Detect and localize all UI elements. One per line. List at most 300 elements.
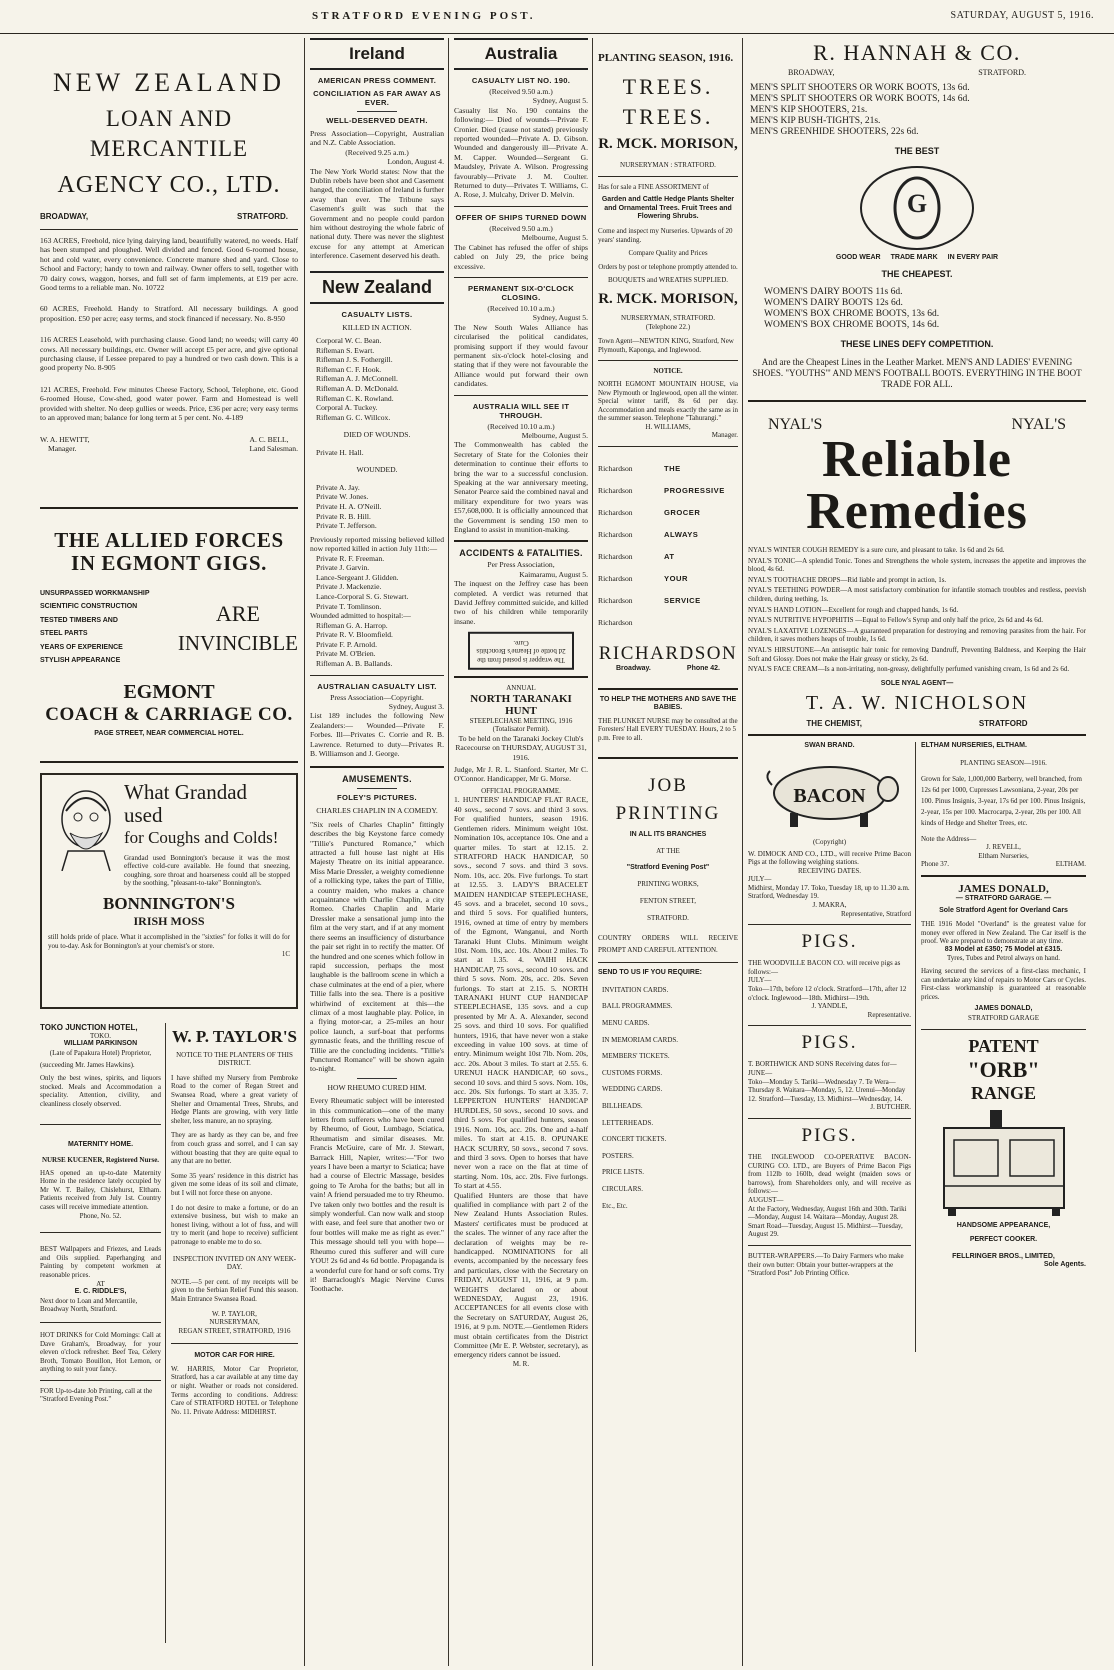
printing-advert: FOR Up-to-date Job Printing, call at the "Stratford Evening Post." [40,1386,153,1404]
address-town: STRATFORD. [237,212,288,221]
nursery-trade: NURSERYMAN : STRATFORD. [620,161,716,169]
advert-title: AGENCY CO., LTD. [57,172,281,198]
advert-body: HAS opened an up-to-date Maternity Home in the residence lately occupied by Mr W. T. Bailey, Chislehurst, Eltham. Patients received from July 1st. Country cases will receive immediate attention. [40,1168,161,1211]
shop-name: E. C. RIDDLE'S, [74,1288,127,1296]
signature-place: STRATFORD GARAGE [968,1014,1039,1022]
garage-name: — STRATFORD GARAGE. — [955,894,1052,902]
richardson-slogan-cell: YOUR [664,573,688,583]
proprietor-note: (Late of Papakura Hotel) Proprietor, [49,1048,152,1057]
car-models: 83 Model at £350; 75 Model at £315. [944,945,1063,953]
svg-text:G: G [906,189,928,218]
price-line: MEN'S SPLIT SHOOTERS OR WORK BOOTS, 13s 6d. [750,83,970,93]
advert-title: TOKO JUNCTION HOTEL, [40,1022,138,1032]
casualty-name: Private T. Tomlinson. [316,601,382,611]
advert-defy: THESE LINES DEFY COMPETITION. [840,339,994,349]
remedy-item: NYAL'S FACE CREAM—Is a non-irritating, non-greasy, delightfully perfumed vanishing cream, 1s 6d and 2s 6d. [748,665,1070,674]
newspaper-name: STRATFORD EVENING POST. [312,10,536,22]
advert-title: W. P. TAYLOR'S [171,1026,298,1046]
story-subhead: AMERICAN PRESS COMMENT. [317,76,437,85]
bonningtons-advert [40,773,298,1009]
advert-title: PIGS. [801,1124,858,1146]
notice-sign: Manager. [711,431,738,440]
brand-mark: NYAL'S [768,416,823,433]
advert-headline: What Grandad used [124,779,248,827]
advert-body: T. BORTHWICK AND SONS Receiving dates for— [748,1060,897,1069]
property-listing: 163 ACRES, Freehold, nice lying dairying land, beautifully watered, no weeds. Half has been stumped and ploughed. Well divided and fenced. Good 6-roomed house, hot and cold water, every convenience. Concrete manure shed and yard. Close to School and Factory; handy to town and railway. Owner offers to sell, together with 70 dairy cows, waggon, horses, and full set of farm implements, at £19 per acre. Good terms to a reliable man. No. 10722 [40,236,298,293]
brand-label: SWAN BRAND. [804,742,855,750]
office-name: "Stratford Evening Post" [626,863,710,871]
job-item: BILLHEADS. [602,1101,643,1110]
advert-at: AT [96,1279,105,1288]
feature-line: STEEL PARTS [40,630,88,638]
richardson-row [598,589,738,611]
swan-bacon-advert [748,742,911,918]
casualty-name: Private R. V. Bloomfield. [316,630,393,640]
richardson-name-cell: Richardson [598,617,633,627]
story-body: List 189 includes the following New Zealanders:— Wounded—Private F. Forbes. Ill—Privates C. Corrie and R. B. Lawrence. Returned to duty—Privates R. B. Williamson and J. George. [310,711,444,758]
company-name: COACH & CARRIAGE CO. [45,704,293,726]
story-heading: PERMANENT SIX-O'CLOCK CLOSING. [468,283,574,302]
casualty-name: Rifleman J. S. Fothergill. [316,355,393,365]
notice-sign: H. WILLIAMS, [645,422,691,431]
signature-title: Representative, Stratford [841,909,911,918]
remedy-item: NYAL'S TOOTHACHE DROPS—Rid liable and prompt in action, 1s. [748,575,947,584]
price-lines [748,287,1086,331]
dates: Toko—17th, before 12 o'clock. Stratford—17th, after 12 o'clock. Inglewood—18th. Midhirst—19th. [748,985,907,1002]
story-body: The Cabinet has refused the offer of ships cabled on July 29, the price being excessive. [454,242,588,271]
manager-name: W. A. HEWITT, [40,434,90,444]
richardson-row [598,457,738,479]
brand-name: BONNINGTON'S [103,894,235,914]
maternity-home-advert [40,1141,161,1220]
story-heading: HOW RHEUMO CURED HIM. [327,1082,427,1092]
mountain-house-notice [598,367,738,440]
story-body: The inquest on the Jeffrey case has been completed. A verdict was returned that David Jeffrey committed suicide, and killed two of his children while temporarily insane. [454,579,588,626]
signature: J. REVELL, [986,843,1021,852]
advert-body: Grown for Sale, 1,000,000 Barberry, well branched, from 12s 6d per 1000, Cupresses Lawsoniana, 2-year, 20s per 100. Pinus Insignis, 3-year, 17s 6d per 100. Pinus Insignis, 2-year, 15s per 100. Macrocarpa, 2-year, 20s per 100. All kinds of Hedge and Shelter Trees, etc. [921,774,1086,827]
price-line: WOMEN'S DAIRY BOOTS 11s 6d. [764,287,903,297]
advert-title: LOAN AND MERCANTILE [89,106,249,161]
job-item: IN MEMORIAM CARDS. [602,1035,679,1044]
story-subhead: DIED OF WOUNDS. [343,430,411,440]
town: STRATFORD. [647,913,689,922]
dateline: Sydney, August 5. [532,313,588,323]
advert-body: THE PLUNKET NURSE may be consulted at the Foresters' Hall EVERY TUESDAY. Hours, 2 to 5 p.m. Free to all. [598,716,738,743]
dateline: Sydney, August 3. [388,701,444,711]
job-item: PRICE LISTS. [602,1168,645,1177]
trade: NURSERYMAN, [209,1318,260,1327]
job-item: INVITATION CARDS. [602,985,669,994]
column-rule [304,38,305,1666]
casualty-name: Corporal W. C. Bean. [316,336,382,346]
borthwick-pigs-advert [748,1032,911,1112]
casualty-name: Rifleman C. F. Hook. [316,364,382,374]
richardson-name-cell: Richardson [598,595,633,605]
advert-title: JOB [648,774,688,796]
event-body: To be held on the Taranaki Jockey Club's Racecourse on THURSDAY, AUGUST 31, 1916. [455,733,587,762]
section-heading-ireland: Ireland [310,38,444,70]
dateline: Melbourne, August 5. [521,430,588,440]
dates-heading: RECEIVING DATES. [798,866,861,875]
bacon-word: BACON [793,784,866,807]
advert-pre: PLANTING SEASON, 1916. [598,52,734,64]
advert-tail: still holds pride of place. What it accomplished in the "sixties" for folks it will do for you to-day. Ask for Bonnington's at your chemist's or store. [48,933,290,950]
advert-cheapest: THE CHEAPEST. [881,269,953,279]
remedy-item: NYAL'S TEETHING POWDER—A most satisfactory combination for infantile stomach troubles and restless, peevish children, during teething, 1s. [748,586,1086,603]
remedy-item: NYAL'S LAXATIVE LOZENGES—A guaranteed preparation for destroying and removing parasites from the hair. For children, it saves mothers heaps of trouble, 1s 6d. [748,626,1086,644]
month: JULY— [748,976,772,985]
property-listing: 60 ACRES, Freehold. Handy to Stratford. All necessary buildings. A good proposition. £50 per acre; easy terms, and stock financed if necessary. No. 8-950 [40,304,298,323]
street: FENTON STREET, [639,897,697,905]
story-subhead: KILLED IN ACTION. [342,322,412,332]
plunket-advert [598,696,738,743]
season: PLANTING SEASON—1916. [960,758,1047,767]
casualty-name: Rifleman S. Ewart. [316,345,375,355]
price-line: WOMEN'S DAIRY BOOTS 12s 6d. [764,298,903,308]
received-time: (Received 9.50 a.m.) [489,87,553,96]
advert-sub: IN ALL ITS BRANCHES [629,830,707,838]
shop-address: Next door to Loan and Mercantile, Broadway North, Stratford. [40,1296,138,1314]
nurse-name: NURSE KUCENER, Registered Nurse. [41,1156,160,1164]
advert-compare: Compare Quality and Prices [628,249,708,258]
shop-town: STRATFORD. [978,68,1026,77]
later-list [310,554,444,612]
advert-word: RANGE [970,1082,1036,1103]
advert-code: 1C [281,950,290,959]
advert-title: PRINTING [615,802,721,824]
richardson-slogan-cell: GROCER [664,507,701,517]
garage-owner: JAMES DONALD, [958,882,1049,895]
story-heading: AUSTRALIA WILL SEE IT THROUGH. [472,401,570,420]
feature-line: YEARS OF EXPERIENCE [40,643,123,651]
nyals-advert [748,408,1086,728]
column-3 [450,38,592,1666]
dateline: Kaimaramu, August 5. [519,569,588,579]
story-paragraph: Wounded admitted to hospital:— [310,611,411,621]
egmont-gigs-advert [40,529,298,739]
advert-body: Having secured the services of a first-class mechanic, I can undertake any kind of repairs to Motor Cars or Cycles. First-class workmanship is guaranteed at reasonable prices. [921,967,1086,1001]
feature-line: TESTED TIMBERS AND [40,616,118,624]
chemist-name: T. A. W. NICHOLSON [805,692,1029,715]
casualty-name: Private W. Jones. [316,492,369,502]
advert-word: PATENT [968,1035,1039,1056]
advert-title: TREES. [622,74,714,99]
richardson-slogan-cell: AT [664,551,675,561]
column-rule [592,38,593,1666]
event-programme-heading: OFFICIAL PROGRAMME. [481,786,561,795]
inglewood-pigs-advert [748,1125,911,1239]
received-time: (Received 9.25 a.m.) [345,147,409,157]
casualty-name: Private F. P. Arnold. [316,639,377,649]
casualty-name: Private R. B. Hill. [316,511,371,521]
advert-body: Has for sale a FINE ASSORTMENT of [598,182,709,191]
nz-loan-advert [40,38,298,453]
column-rule [742,38,743,1666]
richardson-row [598,611,738,633]
advert-body: They are as hardy as they can be, and free from couch grass and sorrel, and I can say without boasting that they are quite equal to any that are no better. [171,1131,298,1166]
advert-title: THE ALLIED FORCES IN EGMONT GIGS. [54,527,284,575]
riddle-advert [40,1245,161,1314]
advert-headline: for Coughs and Colds! [124,827,279,847]
job-item: LETTERHEADS. [602,1118,654,1127]
section-heading-new-zealand: New Zealand [310,271,444,304]
signature: J. MAKRA, [812,901,847,910]
advert-tail: And are the Cheapest Lines in the Leather Market. MEN'S AND LADIES' EVENING SHOES. "YOUTHS'" AND MEN'S FOOTBALL BOOTS. EVERYTHING IN THE BOOT TRADE FOR ALL. [752,357,1082,389]
advert-body: Some 35 years' residence in this district has given me some ideas of its soil and climate, but I will not force these on anyone. [171,1171,298,1197]
advert-body: Grandad used Bonnington's because it was the most effective cold-cure available. He found that sneezing, coughing, sore throat and hoarseness could all be stopped by the soothing, "pleasant-to-take" Bonnington's. [124,853,290,888]
price-line: MEN'S KIP SHOOTERS, 21s. [750,105,868,115]
story-subhead: CONCILIATION AS FAR AWAY AS EVER. [313,89,441,107]
advert-body: BEST Wallpapers and Friezes, and Leads and Oils supplied. Paperhanging and Painting by competent workmen at reasonable prices. [40,1245,161,1279]
advert-title: MOTOR CAR FOR HIRE. [194,1352,275,1360]
signature-title: Representative. [867,1010,911,1019]
story-body: The New South Wales Alliance has circularised the political candidates, promising support if they would favour permanent six-o'clock hotel-closing and stating that if they were not favourable the Alliance would put forward their own candidates. [454,322,588,389]
works: PRINTING WORKS, [637,880,699,889]
richardson-name-cell: Richardson [598,551,633,561]
agency: Sole Stratford Agent for Overland Cars [939,907,1068,915]
month: JULY— [748,875,772,884]
salesman-title: Land Salesman. [249,443,298,453]
send-heading: SEND TO US IF YOU REQUIRE: [598,969,702,977]
advert-title: PIGS. [801,931,858,953]
dateline: London, August 4. [387,157,444,167]
property-listing: 121 ACRES, Freehold. Few minutes Cheese Factory, School, Telephone, etc. Good 6-roomed House, Cow-shed, good water power. Farm and Homestead is well provided with shelter. No deep gullies or weeds. Price, £36 per acre; very easy terms to an approved man; balance for long term at 5 per cent. No. 4-189 [40,384,298,423]
casualty-name: Private H. A. O'Neill. [316,502,382,512]
richardson-name-cell: Richardson [598,463,633,473]
advert-body: W. DIMOCK AND CO., LTD., will receive Prime Bacon Pigs at the following weighing stations. [748,849,911,867]
story-body: The New York World states: Now that the Dublin rebels have been shot and Casement hanged, the conciliation of Ireland is further away than ever. The Tribune says Casement's guilt was such that the Government and no people could pardon him without destroying the whole fabric of national duty. There was never the slightest excuse for any attempt at American interference. Casement deserved his death. [310,166,444,261]
month: AUGUST— [748,1195,784,1204]
trees-advert [598,38,738,354]
signature: W. P. TAYLOR, [212,1309,257,1318]
story-credit: Per Press Association, [487,560,555,570]
grocer-name: RICHARDSON [598,643,738,665]
story-subhead: WELL-DESERVED DEATH. [326,116,428,125]
advert-big-word: Remedies [806,483,1028,540]
remedy-item: NYAL'S TONIC—A splendid Tonic. Tones and Strengthens the whole system, increases the appetite and improves the blood, 4s 6d. [748,556,1086,574]
dateline: Sydney, August 5. [532,96,588,106]
feature-line: SCIENTIFIC CONSTRUCTION [40,603,138,611]
richardson-advert [598,457,738,633]
stamp-text: The wrapper is posted from the 2d bottle of Hearne's Bronchitis Cure. [476,638,566,665]
agent-label: SOLE NYAL AGENT— [880,679,954,687]
nursery-trade: NURSERYMAN, STRATFORD. [621,313,715,322]
notice-title: NOTICE. [653,367,683,376]
casualty-name: Private H. Hall. [316,447,364,457]
richardson-slogan-cell: SERVICE [664,595,701,605]
story-credit: Press Association—Copyright, Australian and N.Z. Cable Association. [310,129,444,148]
wounded-list [310,483,444,531]
advert-place: TOKO. [89,1031,112,1040]
event-note: (Totalisator Permit). [492,725,550,734]
richardson-row [598,501,738,523]
advert-body: Only the best wines, spirits, and liquors stocked. Meals and Accommodation a speciality. Attention, civility, and cleanliness closely observed. [40,1074,161,1108]
advert-best: THE BEST [894,146,940,156]
hospital-list [310,621,444,669]
story-subhead: CASUALTY LISTS. [341,309,413,319]
advert-kinds: Garden and Cattle Hedge Plants Shelter and Ornamental Trees. Fruit Trees and Flowering Shrubs. [601,196,735,221]
job-item: CONCERT TICKETS. [602,1135,667,1144]
dates: At the Factory, Wednesday, August 16th and 30th. Tariki—Monday, August 14. Waitara—Monday, August 28. Smart Road—Tuesday, August 15. Midhirst—Tuesday, August 29. [748,1204,907,1239]
received-time: (Received 10.10 a.m.) [487,421,555,431]
dates: Toko—Monday 5. Tariki—Wednesday 7. Te Wera—Thursday 8. Waitara—Monday, 5, 12. Urenui—Monday 12. Stratford—Tuesday, 13. Midhirst—Wednesday, 14. [748,1077,906,1103]
feature-line: UNSURPASSED WORKMANSHIP [40,589,150,597]
telephone: (Telephone 22.) [645,322,691,331]
remedy-item: NYAL'S WINTER COUGH REMEDY is a sure cure, and pleasant to take. 1s 6d and 2s 6d. [748,546,1005,554]
hannah-advert [748,40,1086,390]
column-5 [744,38,1090,1666]
property-listing: 116 ACRES Leasehold, with purchasing clause. Good land; no weeds; will carry 40 cows. All necessary buildings, etc. Owner will accept £5 per acre, and give optional purchasing clause, if Lessee prepared to pay a hundred or two cash down. This is a good property No. 8-905 [40,335,298,373]
signature: J. YANDLE, [811,1002,848,1011]
received-time: (Received 10.10 a.m.) [487,303,555,313]
advert-body: THE WOODVILLE BACON CO. will receive pigs as follows:— [748,959,901,976]
event-title: NORTH TARANAKI HUNT [470,692,572,717]
casualty-name: Lance-Corporal S. G. Stewart. [316,592,409,601]
advert-big-word: Reliable [822,431,1012,488]
richardson-row [598,545,738,567]
hot-drinks-advert: HOT DRINKS for Cold Mornings: Call at Dave Graham's, Broadway, for your eleven o'clock refresher. Beef Tea, Celery Broth, Tomato Bouillon, Hot Lemon, or anything to suit your fancy. [40,1330,161,1374]
grocer-address: Broadway. [616,665,651,673]
masthead [0,0,1114,34]
tagline: PERFECT COOKER. [969,1236,1038,1244]
story-credit: Press Association—Copyright. [330,692,424,702]
proprietor-note: (succeeding Mr. James Hawkins). [40,1061,135,1070]
richardson-slogan-cell: PROGRESSIVE [664,485,725,495]
job-item: POSTERS. [602,1151,634,1160]
event-programme: 1. HUNTERS' HANDICAP FLAT RACE, 40 sovs., second 7 sovs. and third 3 sovs. For qualified hunters, season 1916. Gentlemen riders. Minimum weight 10st. Nomination 10s, acceptance 10s. One and a quarter miles. To start at 12.15. 2. STRATFORD HACK HANDICAP, 50 sovs., second 7 sovs. and third 3 sovs. Nom. 10s, acc. 20s. Five furlongs. To start at 12.55. 3. LADY'S BRACELET MAIDEN HANDICAP STEEPLECHASE, 45 sovs. and a bracelet, second 10 sovs., and third 5 sovs. For qualified hunters, 1916, owned at time of entry by members of the Egmont, Wanganui, and North Taranaki Hunt Clubs. Minimum weight 10st. Nom. 10s, acc. 10s. About 2 miles. To start at 1.35. 4. WAIHI HACK HANDICAP, 75 sovs., second 10 sovs. and third 5 sovs. Nom. 20s, acc. 20s. Seven furlongs. To start at 2.15. 5. NORTH TARANAKI HUNT CUP HANDICAP STEEPLECHASE, 135 sovs. and a cup presented by Mr A. A. Alexander, second 25 sovs. and third 10 sovs. For qualified hunters, 1916, that have never won a stake exceeding in value 100 sovs. at time of entry. Minimum weight 10st 7lb. Nom. 20s, acc. 20s. About 3 miles. To start at 2.55. 6. URENUI HACK HANDICAP, 60 sovs., second 10 sovs. and third 5 sovs. Nom. 10s, acc. 20s. Six furlongs. To start at 3.35. 7. LEPPERTON HUNTERS' HANDICAP HURDLES, 50 sovs., second 10 sovs. and third 5 sovs. For qualified hunters, season 1916. Nom. 10s, acc. 20s. One and a-half miles. To start at 4.15. 8. OPUNAKE HACK SCURRY, 50 sovs., second 7 sovs. and third 3 sovs. Open to horses that have never won a race on the flat at time of starting. Nom. 10s, acc. 20s. Five furlongs. To start at 4.55. [454,795,588,1191]
badge-top: GOOD WEAR [835,254,881,261]
taylor-nursery-advert [171,1027,298,1336]
richardson-name-cell: Richardson [598,485,633,495]
story-paragraph: Previously reported missing believed killed now reported killed in action July 11th:— [310,534,444,554]
story-subhead: FOLEY'S PICTURES. [337,793,417,803]
signature-place: Eltham Nurseries, [978,851,1029,860]
shop-name: R. HANNAH & CO. [813,40,1021,65]
job-item: Etc., Etc. [602,1201,628,1210]
price-line: WOMEN'S BOX CHROME BOOTS, 13s 6d. [764,309,940,319]
casualty-name: Corporal A. Tuckey. [316,403,378,413]
good-wear-badge-icon [858,164,976,252]
advert-orders: Orders by post or telephone promptly attended to. [598,262,738,271]
advert-notice: INSPECTION INVITED ON ANY WEEK-DAY. [172,1254,297,1272]
section-heading-australia: Australia [454,38,588,70]
remedy-list [748,546,1086,674]
agents: Sole Agents. [1043,1261,1086,1269]
remedy-item: NYAL'S HIRSUTONE—An antiseptic hair tonic for removing Dandruff, Preventing Baldness, and Keeping the Hair Soft and Glossy. Does not make the Hair greasy or sticky, 2s 6d. [748,645,1086,663]
story-subhead: CHARLES CHAPLIN IN A COMEDY. [316,806,438,816]
shop-street: BROADWAY, [788,68,835,77]
copyright: (Copyright) [812,837,847,846]
advert-at: AT THE [656,847,680,856]
advert-body: W. HARRIS, Motor Car Proprietor, Stratford, has a car available at any time day or night. Weather or roads not considered. Terms according to conditions. Address: Care of STRATFORD HOTEL or Telephone No. 11. Private Address: MIDHIRST. [171,1364,298,1416]
story-subhead: CASUALTY LIST NO. 190. [471,76,571,85]
badge-mid: TRADE MARK [890,254,938,261]
story-heading: OFFER OF SHIPS TURNED DOWN [455,212,587,222]
section-heading-amusements: AMUSEMENTS. [342,774,412,785]
richardson-slogan-cell: ALWAYS [664,529,699,539]
advert-title: MATERNITY HOME. [67,1141,134,1149]
tyres: Tyres, Tubes and Petrol always on hand. [946,954,1061,963]
badge-bot: IN EVERY PAIR [947,254,999,261]
event-subtitle: STEEPLECHASE MEETING, 1916 [469,716,573,725]
richardson-row [598,523,738,545]
brand-mark: NYAL'S [1011,416,1066,433]
richardson-name-cell: Richardson [598,529,633,539]
advert-subtitle: NOTICE TO THE PLANTERS OF THIS DISTRICT. [176,1050,293,1068]
job-item: CIRCULARS. [602,1184,644,1193]
phone-number: Phone, No. 52. [79,1211,122,1220]
story-heading: AUSTRALIAN CASUALTY LIST. [317,681,437,691]
casualty-name: Private J. Garvin. [316,563,370,573]
chemist-town: STRATFORD [978,719,1028,729]
phone-number: Phone 37. [921,860,949,869]
column-2 [306,38,448,1666]
story-body: "Six reels of Charles Chaplin" fittingly describes the big Keystone farce comedy "Tillie's Punctured Romance," which attracted a full house last night at His Majesty Theatre on its initial appearance. Miss Marie Dressler, a weighty comedienne of a rollicking type, takes the part of Tillie, a country maiden, who makes a chance acquaintance with Charlie Chaplin, a city Romeo. Charles Chaplin and Marie Dressler make a sensational jump into the film at the very start, and if at any moment there seems an insufficiency of disturbance the pair set right in to rectify the matter. Of the hundred and one scenes which follow in rapid succession, perhaps the most laughable is the ballroom scene in which a chase culminates at the end of a pier, where Tillie falls into the sea. There is a positive whirlwind of excitement at this—the climax of a most laughable play. Police, in a flying motor-car, a 25-miles an hour police launch, a surf-boat that performs gymnastic feats, and the thrilling rescue of Tillie are the concluding incidents. "Tillie's Punctured Romance" will be shown again to-night. [310,819,444,1074]
company-address: PAGE STREET, NEAR COMMERCIAL HOTEL. [94,730,244,738]
job-item: BALL PROGRAMMES. [602,1002,673,1011]
column-rule [448,38,449,1666]
tagline: HANDSOME APPEARANCE, [956,1221,1051,1229]
advert-title: TO HELP THE MOTHERS AND SAVE THE BABIES. [599,695,737,712]
job-item: WEDDING CARDS. [602,1085,663,1094]
advert-note: NOTE.—5 per cent. of my receipts will be given to the Serbian Relief Fund this season. Main Entrance Swansea Road. [171,1277,298,1303]
killed-list [310,336,444,422]
signature: J. BUTCHER. [870,1103,911,1112]
column-1 [36,38,302,1666]
signature: M. R. [512,1359,530,1368]
casualty-name: Rifleman A. J. McConnell. [316,374,398,384]
price-line: MEN'S SPLIT SHOOTERS OR WORK BOOTS, 14s 6d. [750,94,970,104]
richardson-name-cell: Richardson [598,573,633,583]
job-printing-advert [598,775,738,1210]
chemist-title: THE CHEMIST, [806,719,862,729]
cooking-range-icon [934,1108,1074,1218]
advert-word: "ORB" [967,1056,1040,1082]
story-body: The Commonwealth has cabled the Secretary of State for the Colonies their determination to continue their efforts to bring the war to a successful conclusion. Speaking at the war anniversary meeting, Senator Pearce said the combined naval and military expenditure for two years was £57,608,000. It is officially announced that the Government is sending 150 men to England to assist in munition-making. [454,440,588,535]
advert-title: NEW ZEALAND [53,68,285,97]
casualty-name: Private J. Mackenzie. [316,582,382,592]
grocer-phone: Phone 42. [686,665,720,673]
advert-word: INVINCIBLE [177,630,298,655]
james-donald-advert [921,883,1086,1023]
price-line: WOMEN'S BOX CHROME BOOTS, 14s 6d. [764,320,940,330]
job-item: CUSTOMS FORMS. [602,1068,663,1077]
advert-bouquets: BOUQUETS and WREATHS SUPPLIED. [607,276,729,285]
month: JUNE— [748,1069,773,1077]
casualty-name: Private T. Jefferson. [316,521,377,531]
job-item: MEMBERS' TICKETS. [602,1052,670,1061]
grandad-portrait-icon [48,781,124,871]
eltham-nurseries-advert [921,742,1086,869]
story-subhead: WOUNDED. [356,465,398,475]
dates: Midhirst, Monday 17. Toko, Tuesday 18, up to 11.30 a.m. Stratford, Wednesday 19. [748,883,910,901]
salesman-name: A. C. BELL, [249,434,289,444]
advert-body: I have shifted my Nursery from Pembroke Road to the corner of Regan Street and Swansea Road, where a great variety of Shelter and Ornamental Trees, Shrubs, and Hedge Plants are growing, with very little shelter, less manure, an no spraying. [171,1073,298,1125]
nursery-name: R. MCK. MORISON, [598,290,738,307]
remedy-item: NYAL'S NUTRITIVE HYPOPHITIS —Equal to Fellow's Syrup and only half the price, 2s 6d and 4s 6d. [748,616,1043,625]
casualty-name: Rifleman G. A. Harrop. [316,620,388,630]
advert-body: THE 1916 Model "Overland" is the greatest value for money ever offered in New Zealand. The Car itself is the proof. We are prepared to demonstrate at any time. [921,920,1086,946]
company-name: EGMONT [123,681,215,704]
notice-body: NORTH EGMONT MOUNTAIN HOUSE, via New Plymouth or Inglewood, open all the winter. Special winter tariff, 8s 6d per day. Accommodation and meals exactly the same as in the summer season. Telephone "Tahurangi." [598,379,738,423]
proprietor-name: WILLIAM PARKINSON [63,1040,138,1048]
story-heading: ACCIDENTS & FATALITIES. [459,548,583,559]
richardson-name-cell: Richardson [598,507,633,517]
signature: JAMES DONALD, [974,1005,1033,1013]
casualty-name: Rifleman G. C. Willcox. [316,412,391,422]
address-street: BROADWAY, [40,212,89,221]
event-conditions: Qualified Hunters are those that have qualified in compliance with part 2 of the New Zealand Hunts Association Rules. Masters' certificates must be produced at the scales. The winner of any race after the declaration of weights may be re-handicapped. NOMINATIONS for all events, accompanied by the necessary fees and particulars, close with the Secretary on FRIDAY, AUGUST 11, 1916, at 9 p.m. WEIGHTS declared on or about WEDNESDAY, August 23, 1916. ACCEPTANCES for all events close with the Secretary on SATURDAY, August 26, 1916, at 9 p.m. NOTE.—Gentlemen Riders must obtain certificates from the District Committee (Mr E. P. Webster, secretary), as emergency riders cannot be issued. [454,1190,588,1360]
